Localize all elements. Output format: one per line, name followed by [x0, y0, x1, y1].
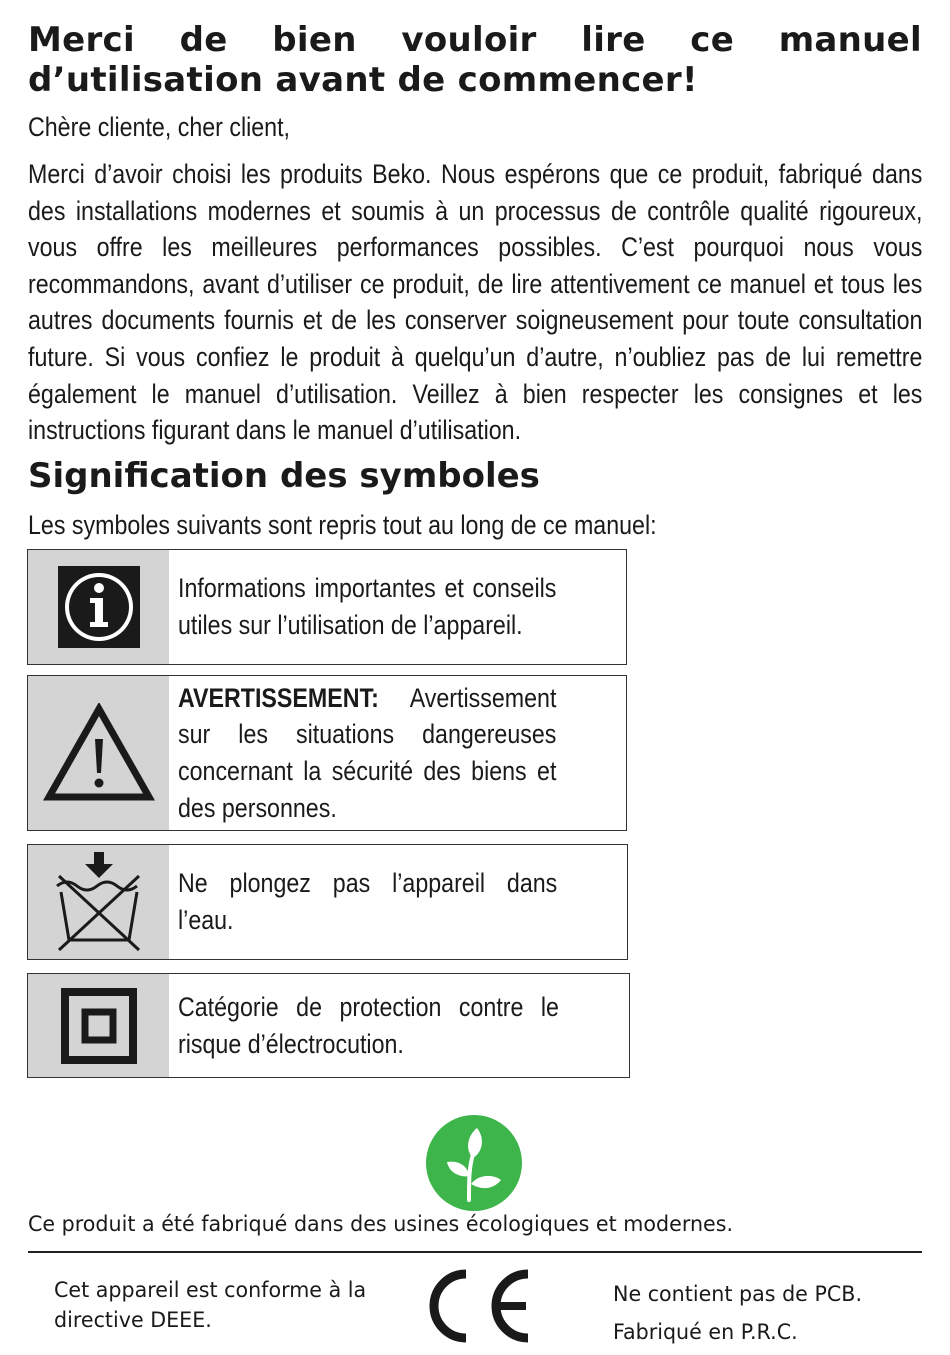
symbol-row-insulation	[27, 973, 630, 1078]
pcb-statement: Ne contient pas de PCB.	[613, 1282, 863, 1307]
symbol-row-warning	[27, 675, 627, 831]
symbols-lead: Les symboles suivants sont repris tout au long de ce manuel:	[28, 510, 657, 540]
symbol-text-immerse: Ne plongez pas l’appareil dans l’eau.	[178, 868, 558, 935]
symbol-text-warning	[178, 680, 556, 826]
eco-leaf-icon	[425, 1114, 523, 1217]
ce-mark-icon	[418, 1266, 534, 1351]
page-title: Merci de bien vouloir lire ce manuel d’utilisation avant de commencer!	[28, 20, 922, 100]
double-insulation-icon	[28, 974, 169, 1077]
symbols-heading: Signification des symboles	[28, 456, 540, 496]
do-not-immerse-icon	[28, 845, 169, 959]
warning-label: AVERTISSEMENT:	[178, 682, 379, 713]
eco-statement: Ce produit a été fabriqué dans des usines écologiques et modernes.	[28, 1212, 734, 1237]
footer-divider	[28, 1251, 922, 1253]
warning-triangle-icon	[28, 676, 169, 830]
symbol-row-immerse	[27, 844, 628, 960]
symbol-row-info	[27, 549, 627, 665]
intro-paragraph: Merci d’avoir choisi les produits Beko. Nous espérons que ce produit, fabriqué dans des installations modernes et soumis à un processus de contrôle qualité rigoureux, vous offre les meilleures performances possibles. C’est pourquoi nous vous recommandons, avant d’utiliser ce produit, de lire attentivement ce manuel et tous les autres documents fournis et de les conserver soigneusement pour toute consultation future. Si vous confiez le produit à quelqu’un d’autre, n’oubliez pas de lui remettre également le manuel d’utilisation. Veillez à bien respecter les consignes et les instructions figurant dans le manuel d’utilisation.	[28, 159, 923, 446]
info-icon	[28, 550, 169, 664]
symbol-text-insulation: Catégorie de protection contre le risque d’électrocution.	[178, 991, 559, 1059]
symbol-text-info: Informations importantes et conseils utiles sur l’utilisation de l’appareil.	[178, 573, 557, 640]
warning-text: Avertissement sur les situations dangereuses concernant la sécurité des biens et des personnes.	[178, 682, 557, 823]
greeting: Chère cliente, cher client,	[28, 112, 291, 142]
weee-statement: Cet appareil est conforme à la directive DEEE.	[54, 1278, 367, 1333]
origin-statement: Fabriqué en P.R.C.	[613, 1320, 798, 1345]
compliance-info	[613, 1276, 862, 1352]
